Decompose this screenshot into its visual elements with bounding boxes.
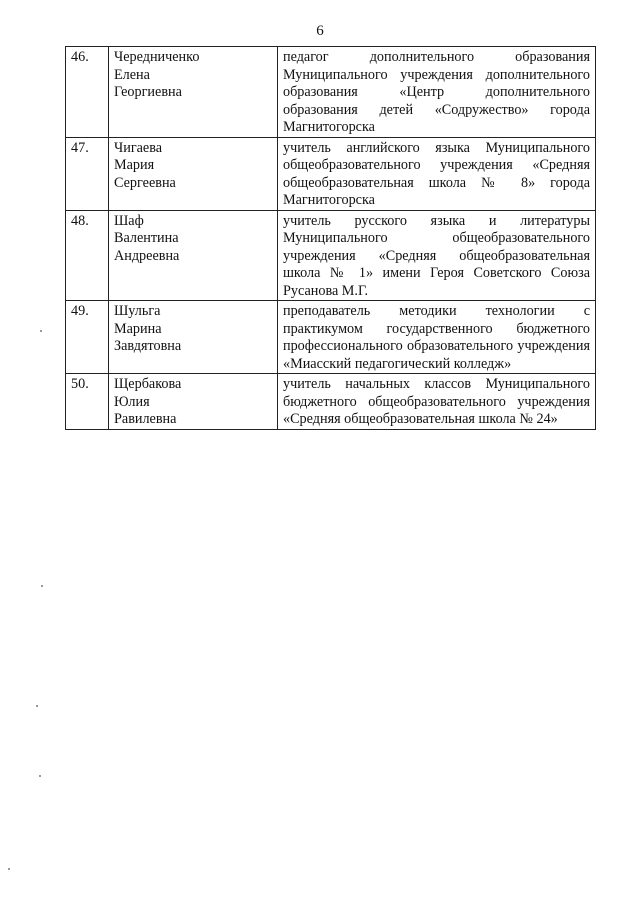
surname: Щербакова — [114, 376, 182, 392]
table-row — [66, 374, 596, 430]
position-cell: преподаватель методики технологии с практикумом государственного бюджетного профессионального образовательного учреждения «Миасский педагогический колледж» — [278, 301, 596, 374]
surname: Шаф — [114, 212, 144, 229]
first-name: Елена — [114, 66, 150, 83]
patronymic: Сергеевна — [114, 174, 176, 191]
surname: Чигаева — [114, 139, 163, 156]
page-number: 6 — [316, 23, 324, 39]
surname: Шульга — [114, 303, 161, 319]
patronymic: Георгиевна — [114, 84, 182, 100]
scan-mark — [36, 705, 38, 707]
first-name: Валентина — [114, 230, 179, 246]
full-name-cell — [109, 374, 278, 430]
row-number: 48. — [66, 210, 109, 301]
first-name: Юлия — [114, 393, 150, 410]
patronymic: Андреевна — [114, 247, 180, 264]
table-row — [66, 301, 596, 374]
patronymic: Завдятовна — [114, 338, 182, 354]
position-cell: учитель русского языка и литературы Муниципального общеобразовательного учреждения «Средняя общеобразовательная школа № 1» имени Героя Советского Союза Русанова М.Г. — [278, 210, 596, 301]
row-number: 50. — [66, 374, 109, 430]
participants-table — [65, 46, 596, 430]
position-cell: учитель начальных классов Муниципального бюджетного общеобразовательного учреждения «Средняя общеобразовательная школа № 24» — [278, 374, 596, 430]
patronymic: Равилевна — [114, 411, 177, 427]
surname: Чередниченко — [114, 49, 200, 65]
full-name-cell — [109, 137, 278, 210]
scan-mark — [8, 868, 10, 870]
full-name-cell — [109, 210, 278, 301]
full-name-cell — [109, 301, 278, 374]
scan-mark — [40, 330, 42, 332]
table-row — [66, 137, 596, 210]
first-name: Марина — [114, 320, 162, 337]
position-cell: педагог дополнительного образования Муниципального учреждения дополнительного образования «Центр дополнительного образования детей «Содружество» города Магнитогорска — [278, 47, 596, 138]
scan-mark — [41, 585, 43, 587]
full-name-cell — [109, 47, 278, 138]
table-row — [66, 210, 596, 301]
row-number: 49. — [66, 301, 109, 374]
position-cell: учитель английского языка Муниципального общеобразовательного учреждения «Средняя общеобразовательная школа № 8» города Магнитогорска — [278, 137, 596, 210]
table-row — [66, 47, 596, 138]
scan-mark — [39, 775, 41, 777]
row-number: 46. — [66, 47, 109, 138]
row-number: 47. — [66, 137, 109, 210]
first-name: Мария — [114, 157, 155, 173]
